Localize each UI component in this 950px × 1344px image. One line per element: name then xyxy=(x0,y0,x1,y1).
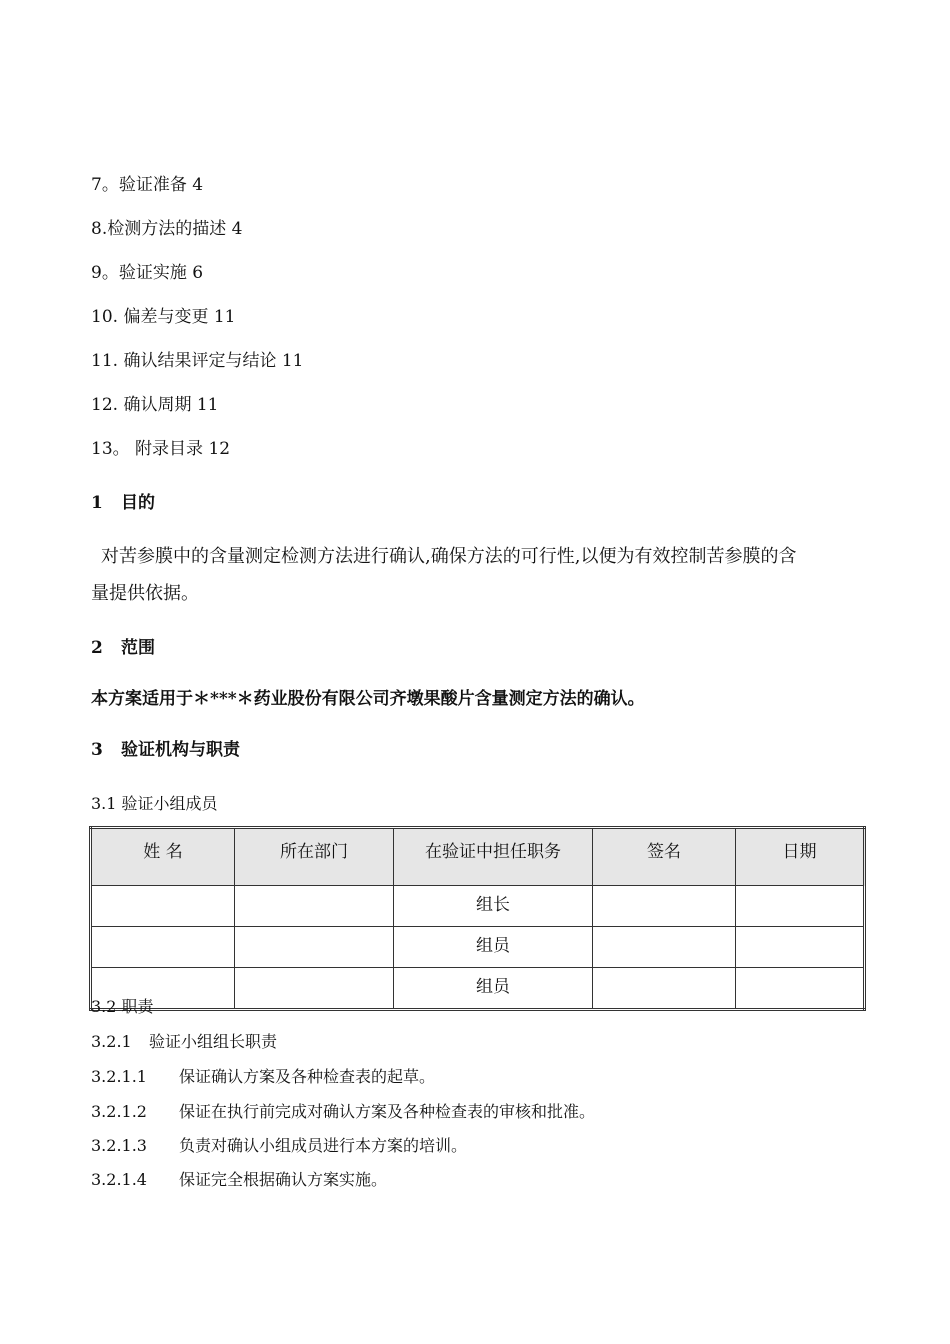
clause-number: 3.2.1.2 xyxy=(91,1102,147,1121)
clause-number: 3.2.1.4 xyxy=(91,1170,147,1189)
table-cell xyxy=(593,927,736,968)
section-title: 验证机构与职责 xyxy=(121,740,240,760)
scope-paragraph: 本方案适用于＊***＊药业股份有限公司齐墩果酸片含量测定方法的确认。 xyxy=(91,689,645,709)
subsection-heading-duties: 3.2 职责 xyxy=(91,997,154,1016)
section-number: 3 xyxy=(91,740,103,760)
section-title: 范围 xyxy=(121,638,155,658)
duty-item xyxy=(91,1101,595,1123)
column-header-role: 在验证中担任职务 xyxy=(394,828,593,886)
toc-item: 9。验证实施 6 xyxy=(91,263,204,283)
table-cell xyxy=(235,968,394,1010)
table-header-row xyxy=(91,828,865,886)
column-header-date: 日期 xyxy=(736,828,865,886)
table-cell xyxy=(91,927,235,968)
purpose-paragraph-line: 量提供依据。 xyxy=(91,583,199,604)
table-cell xyxy=(235,886,394,927)
subsection-heading-leader-duties xyxy=(91,1031,277,1053)
table-cell xyxy=(235,927,394,968)
toc-item: 12. 确认周期 11 xyxy=(91,395,219,415)
toc-item: 7。验证准备 4 xyxy=(91,175,204,195)
section-number: 2 xyxy=(91,638,103,658)
section-title: 目的 xyxy=(121,493,155,513)
table-cell: 组员 xyxy=(394,968,593,1010)
column-header-name: 姓 名 xyxy=(91,828,235,886)
duty-item xyxy=(91,1169,387,1191)
clause-text: 保证完全根据确认方案实施。 xyxy=(179,1170,388,1189)
toc-item: 8.检测方法的描述 4 xyxy=(91,219,243,239)
duty-item xyxy=(91,1135,467,1157)
duty-item xyxy=(91,1066,435,1088)
toc-item: 11. 确认结果评定与结论 11 xyxy=(91,351,304,371)
column-header-department: 所在部门 xyxy=(235,828,394,886)
toc-item: 10. 偏差与变更 11 xyxy=(91,307,236,327)
table-cell xyxy=(736,886,865,927)
clause-number: 3.2.1 xyxy=(91,1032,132,1051)
table-cell xyxy=(593,968,736,1010)
table-row xyxy=(91,968,865,1010)
column-header-signature: 签名 xyxy=(593,828,736,886)
section-heading-scope xyxy=(91,636,155,660)
clause-text: 验证小组组长职责 xyxy=(149,1032,278,1051)
clause-text: 负责对确认小组成员进行本方案的培训。 xyxy=(179,1136,468,1155)
table-cell xyxy=(593,886,736,927)
toc-item: 13。 附录目录 12 xyxy=(91,439,231,459)
section-heading-purpose xyxy=(91,491,155,515)
table-cell: 组长 xyxy=(394,886,593,927)
table-cell: 组员 xyxy=(394,927,593,968)
section-heading-organization xyxy=(91,738,240,762)
table-row xyxy=(91,927,865,968)
section-number: 1 xyxy=(91,493,103,513)
clause-number: 3.2.1.1 xyxy=(91,1067,147,1086)
clause-text: 保证在执行前完成对确认方案及各种检查表的审核和批准。 xyxy=(179,1102,596,1121)
table-cell xyxy=(736,968,865,1010)
subsection-heading-members: 3.1 验证小组成员 xyxy=(91,794,218,813)
clause-number: 3.2.1.3 xyxy=(91,1136,147,1155)
clause-text: 保证确认方案及各种检查表的起草。 xyxy=(179,1067,436,1086)
table-cell xyxy=(736,927,865,968)
table-cell xyxy=(91,886,235,927)
member-table xyxy=(89,826,866,1011)
purpose-paragraph-line: 对苦参膜中的含量测定检测方法进行确认,确保方法的可行性,以便为有效控制苦参膜的含 xyxy=(101,546,797,567)
table-row xyxy=(91,886,865,927)
